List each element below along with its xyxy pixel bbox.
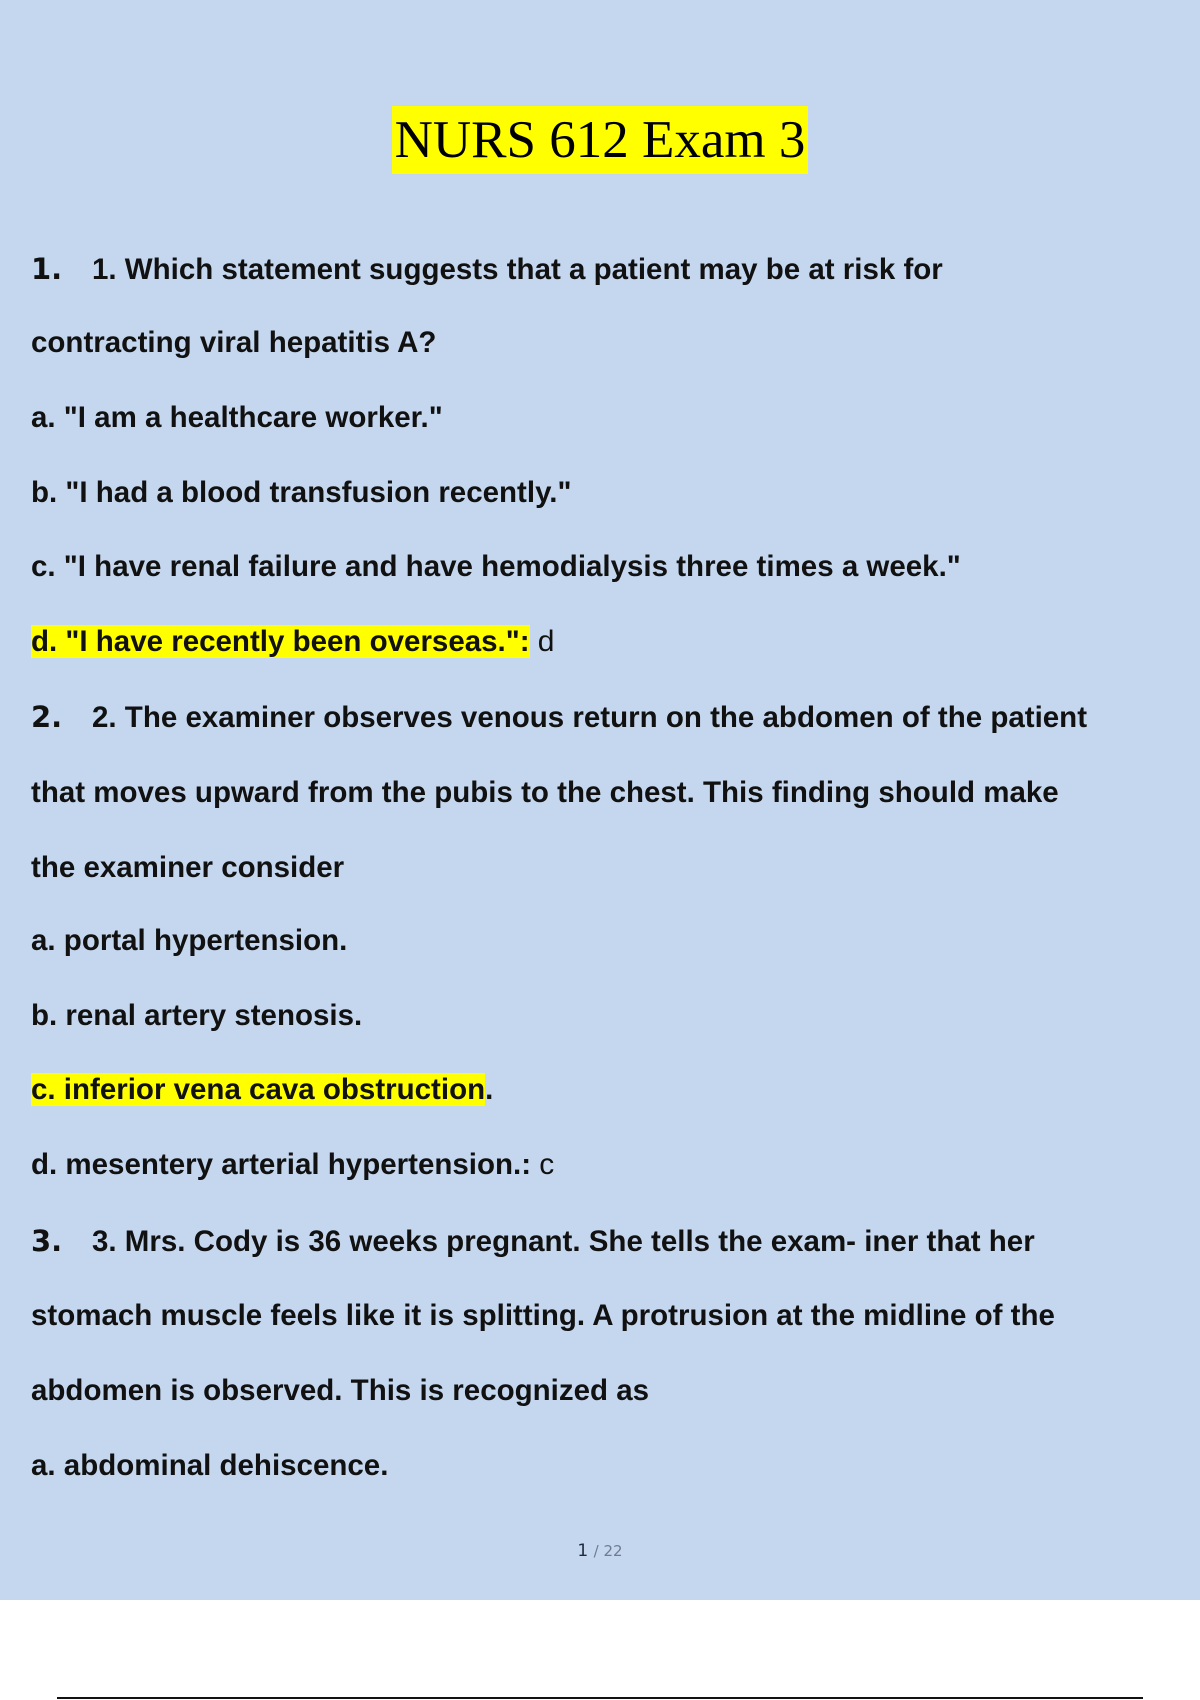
question-1-answer: d <box>537 625 555 658</box>
question-1-option-a: a. "I am a healthcare worker." <box>31 401 443 434</box>
question-2-option-d: d. mesentery arterial hypertension.: <box>31 1148 532 1181</box>
question-3-number: 3. <box>31 1224 63 1258</box>
question-2-line-3: the examiner consider <box>31 851 345 884</box>
footer-divider <box>57 1697 1143 1699</box>
page-total: / 22 <box>593 1542 623 1560</box>
page-indicator <box>0 1541 1200 1561</box>
question-2-option-d-row <box>31 1145 554 1185</box>
question-1-option-b: b. "I had a blood transfusion recently." <box>31 476 572 509</box>
question-1-option-d: d. "I have recently been overseas.": <box>31 625 530 658</box>
question-3-option-a: a. abdominal dehiscence. <box>31 1449 389 1482</box>
question-1-line-1 <box>31 249 943 290</box>
question-3-text: 3. Mrs. Cody is 36 weeks pregnant. She tells the exam- iner that her <box>92 1225 1035 1258</box>
document-title: NURS 612 Exam 3 <box>392 106 809 174</box>
question-1-option-d-row <box>31 622 554 662</box>
question-3-line-1 <box>31 1221 1035 1262</box>
title-container <box>0 106 1200 174</box>
question-3-line-3: abdomen is observed. This is recognized as <box>31 1374 650 1407</box>
question-2-option-c: c. inferior vena cava obstruction <box>31 1073 486 1106</box>
question-2-answer: c <box>539 1148 555 1181</box>
question-2-text: 2. The examiner observes venous return on the abdomen of the patient <box>92 701 1088 734</box>
question-3-line-2: stomach muscle feels like it is splitting. A protrusion at the midline of the <box>31 1299 1055 1332</box>
question-2-line-1 <box>31 697 1087 738</box>
question-1-line-2: contracting viral hepatitis A? <box>31 326 437 359</box>
question-2-option-c-row <box>31 1070 493 1110</box>
question-1-number: 1. <box>31 252 63 286</box>
question-2-line-2: that moves upward from the pubis to the chest. This finding should make <box>31 776 1059 809</box>
page-current: 1 <box>577 1541 589 1561</box>
question-2-option-a: a. portal hypertension. <box>31 924 348 957</box>
question-2-option-b: b. renal artery stenosis. <box>31 999 363 1032</box>
question-1-option-c: c. "I have renal failure and have hemodialysis three times a week." <box>31 550 961 583</box>
question-2-option-c-suffix: . <box>485 1073 494 1106</box>
question-1-text: 1. Which statement suggests that a patient may be at risk for <box>92 253 943 286</box>
question-2-number: 2. <box>31 700 63 734</box>
